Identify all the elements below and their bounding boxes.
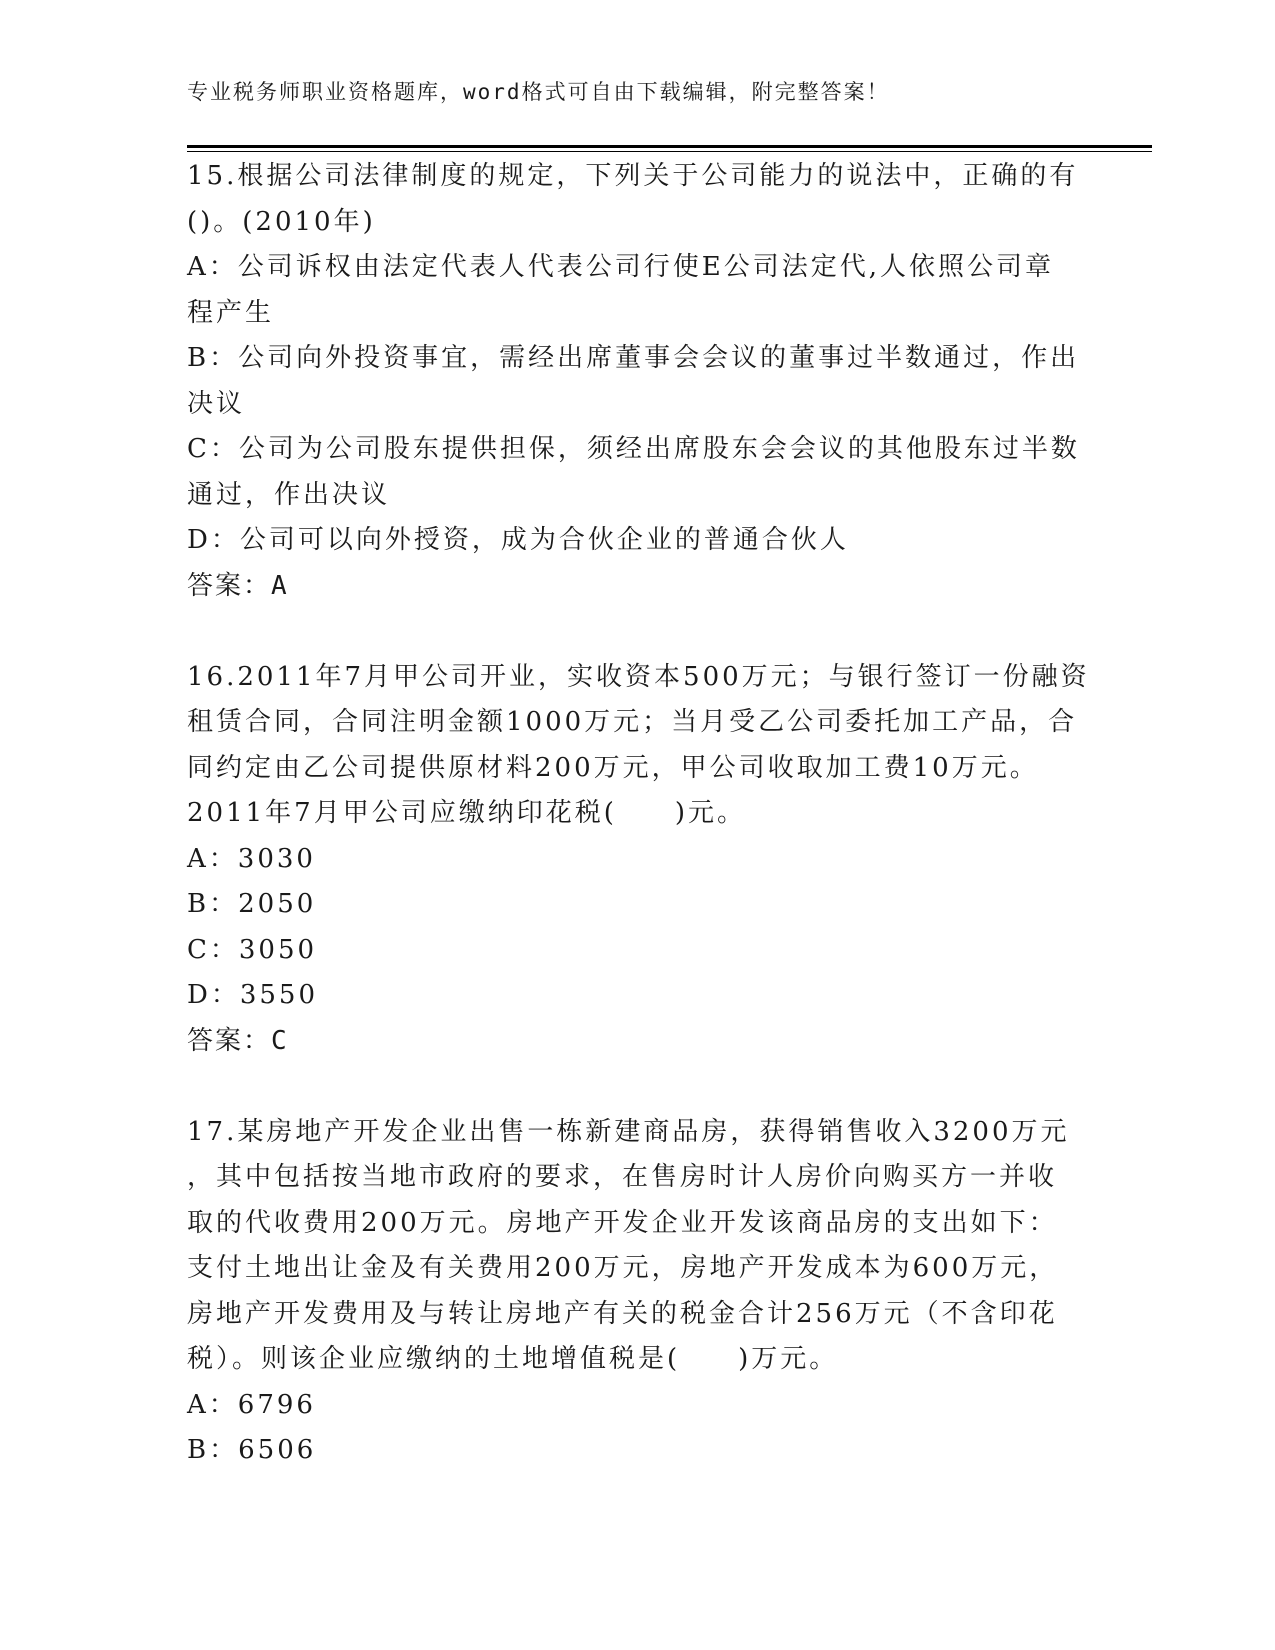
question-stem-line: 取的代收费用200万元。房地产开发企业开发该商品房的支出如下：	[187, 1207, 1058, 1238]
spacer	[187, 1064, 1087, 1110]
header-rule-thick	[187, 145, 1152, 148]
question-stem-line: 税）。则该企业应缴纳的土地增值税是( )万元。	[187, 1344, 839, 1374]
option-a: A：公司诉权由法定代表人代表公司行使E公司法定代,人依照公司章	[187, 252, 1055, 282]
option-b: B：公司向外投资事宜，需经出席董事会会议的董事过半数通过，作出	[187, 343, 1080, 373]
answer-label: 答案：A	[187, 570, 289, 601]
answer-label: 答案：C	[187, 1025, 289, 1056]
question-stem-line: 支付土地出让金及有关费用200万元，房地产开发成本为600万元，	[187, 1253, 1059, 1283]
option-b-continued: 决议	[187, 388, 246, 419]
question-17	[187, 1110, 1087, 1474]
option-d: D：公司可以向外授资，成为合伙企业的普通合伙人	[187, 525, 849, 555]
question-stem-line: 16.2011年7月甲公司开业，实收资本500万元；与银行签订一份融资	[187, 661, 1090, 692]
option-b: B：6506	[187, 1435, 317, 1465]
question-stem-line: ()。(2010年)	[187, 206, 376, 237]
option-a-continued: 程产生	[187, 297, 275, 328]
option-c-continued: 通过，作出决议	[187, 479, 391, 510]
question-stem-line: 同约定由乙公司提供原材料200万元，甲公司收取加工费10万元。	[187, 752, 1039, 783]
question-stem-line: 15.根据公司法律制度的规定，下列关于公司能力的说法中，正确的有	[187, 161, 1079, 191]
question-stem-line: 房地产开发费用及与转让房地产有关的税金合计256万元（不含印花	[187, 1298, 1058, 1329]
option-c: C：公司为公司股东提供担保，须经出席股东会会议的其他股东过半数	[187, 434, 1080, 464]
question-list	[187, 154, 1090, 1474]
question-stem-line: 17.某房地产开发企业出售一栋新建商品房，获得销售收入3200万元	[187, 1116, 1070, 1147]
option-c: C：3050	[187, 934, 318, 965]
question-16	[187, 655, 1090, 1065]
question-15	[187, 154, 1087, 609]
spacer	[187, 609, 1087, 655]
option-a: A：3030	[187, 843, 316, 874]
option-d: D：3550	[187, 980, 319, 1010]
header-rule-thin	[187, 151, 1152, 152]
question-stem-line: 租赁合同，合同注明金额1000万元；当月受乙公司委托加工产品，合	[187, 707, 1078, 737]
page-header: 专业税务师职业资格题库，word格式可自由下载编辑，附完整答案！	[187, 80, 890, 104]
option-a: A：6796	[187, 1389, 316, 1420]
question-stem-line: 2011年7月甲公司应缴纳印花税( )元。	[187, 798, 746, 828]
option-b: B：2050	[187, 889, 317, 919]
question-stem-line: ，其中包括按当地市政府的要求，在售房时计人房价向购买方一并收	[187, 1162, 1058, 1192]
